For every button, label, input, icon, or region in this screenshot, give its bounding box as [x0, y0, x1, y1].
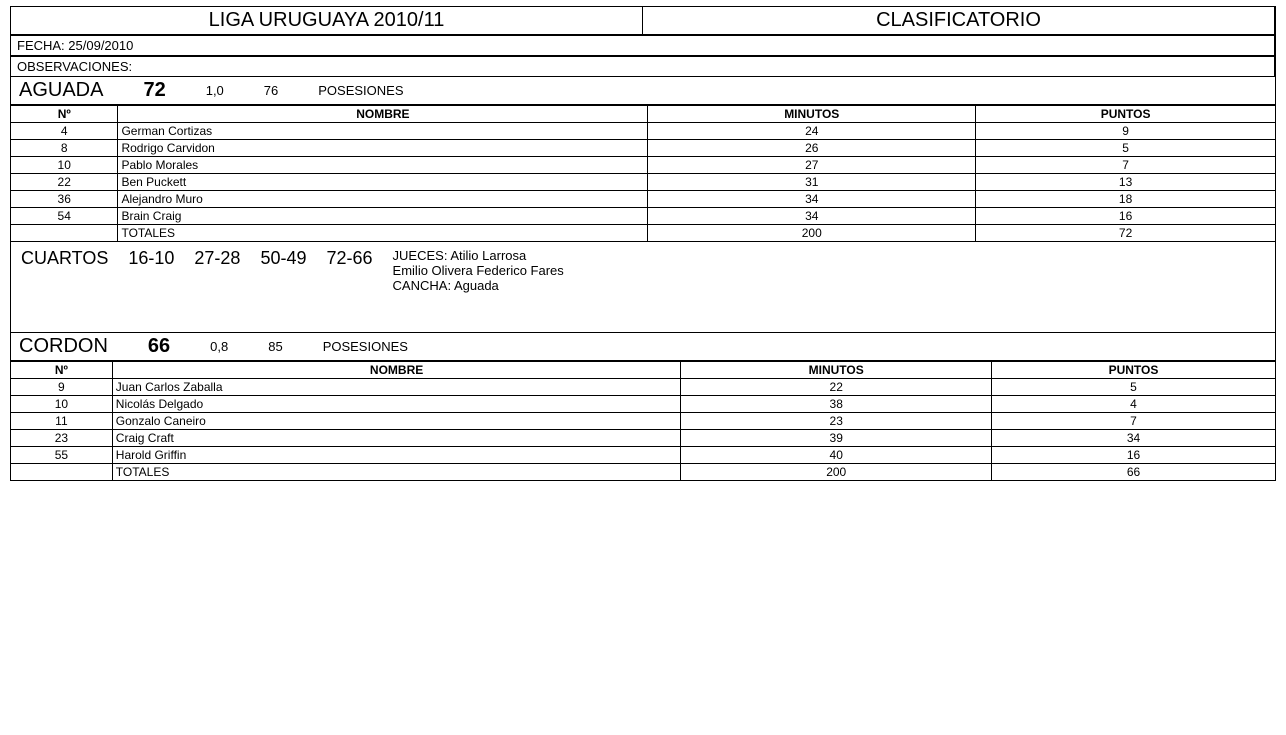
home-ratio: 1,0 — [205, 83, 224, 98]
cell: 10 — [11, 157, 118, 174]
table-row — [11, 208, 1276, 225]
cell: 4 — [11, 123, 118, 140]
cell: 16 — [976, 208, 1276, 225]
away-ratio: 0,8 — [210, 339, 229, 354]
table-row — [11, 157, 1276, 174]
judge-3: Federico Fares — [476, 263, 564, 278]
cell: 9 — [11, 379, 113, 396]
table-row — [11, 396, 1276, 413]
table-row — [11, 430, 1276, 447]
away-poss: 85 — [268, 339, 283, 354]
cell: 34 — [648, 208, 976, 225]
q4: 72-66 — [326, 248, 373, 268]
q3: 50-49 — [260, 248, 307, 268]
cell: Gonzalo Caneiro — [112, 413, 681, 430]
cell: 54 — [11, 208, 118, 225]
away-tot-min: 200 — [681, 464, 992, 481]
home-points: 72 — [143, 79, 166, 101]
away-tot-pts: 66 — [992, 464, 1276, 481]
cell: 38 — [681, 396, 992, 413]
cell: 24 — [648, 123, 976, 140]
home-poss: 76 — [263, 83, 279, 98]
observations: OBSERVACIONES: — [11, 57, 1275, 76]
cell: 10 — [11, 396, 113, 413]
cell: Alejandro Muro — [118, 191, 648, 208]
home-tot-pts: 72 — [976, 225, 1276, 242]
away-totals-label: TOTALES — [112, 464, 681, 481]
cell: 23 — [681, 413, 992, 430]
table-row — [11, 413, 1276, 430]
cell: Craig Craft — [112, 430, 681, 447]
cell: Pablo Morales — [118, 157, 648, 174]
cancha-label: CANCHA: — [392, 278, 452, 293]
col-pts: PUNTOS — [976, 106, 1276, 123]
cell: 34 — [648, 191, 976, 208]
cell: 40 — [681, 447, 992, 464]
col-min: MINUTOS — [681, 362, 992, 379]
header-bar — [10, 6, 1276, 35]
home-tot-min: 200 — [648, 225, 976, 242]
col-min: MINUTOS — [648, 106, 976, 123]
cell: 34 — [992, 430, 1276, 447]
cell: Rodrigo Carvidon — [118, 140, 648, 157]
cell: 18 — [976, 191, 1276, 208]
table-row — [11, 191, 1276, 208]
away-points: 66 — [147, 335, 171, 357]
away-table — [10, 361, 1276, 481]
cell: 26 — [648, 140, 976, 157]
cell: 27 — [648, 157, 976, 174]
cell: 22 — [681, 379, 992, 396]
q2: 27-28 — [194, 248, 241, 268]
col-no: Nº — [11, 362, 113, 379]
cell: 7 — [992, 413, 1276, 430]
home-name: AGUADA — [19, 79, 104, 101]
cell: Nicolás Delgado — [112, 396, 681, 413]
cell: 16 — [992, 447, 1276, 464]
cell: Brain Craig — [118, 208, 648, 225]
away-poss-label: POSESIONES — [322, 339, 408, 354]
judge-1: Atilio Larrosa — [450, 248, 527, 263]
cell: 9 — [976, 123, 1276, 140]
cell: 5 — [992, 379, 1276, 396]
cell: Ben Puckett — [118, 174, 648, 191]
home-table — [10, 105, 1276, 242]
table-row — [11, 123, 1276, 140]
cell: 4 — [992, 396, 1276, 413]
cell: German Cortizas — [118, 123, 648, 140]
league-title: LIGA URUGUAYA 2010/11 — [11, 7, 643, 34]
home-team-row — [10, 77, 1276, 105]
cell: 23 — [11, 430, 113, 447]
date: FECHA: 25/09/2010 — [11, 36, 1275, 55]
cell: 8 — [11, 140, 118, 157]
venue: Aguada — [453, 278, 499, 293]
officials — [383, 242, 574, 332]
col-no: Nº — [11, 106, 118, 123]
cell: 39 — [681, 430, 992, 447]
cell: 36 — [11, 191, 118, 208]
table-row — [11, 174, 1276, 191]
q1: 16-10 — [128, 248, 175, 268]
cell: 13 — [976, 174, 1276, 191]
judge-2: Emilio Olivera — [392, 263, 473, 278]
quarters-label: CUARTOS — [21, 248, 109, 268]
away-name: CORDON — [19, 335, 108, 357]
table-row — [11, 140, 1276, 157]
cell: 5 — [976, 140, 1276, 157]
table-row — [11, 447, 1276, 464]
home-totals-label: TOTALES — [118, 225, 648, 242]
col-name: NOMBRE — [112, 362, 681, 379]
col-pts: PUNTOS — [992, 362, 1276, 379]
cell: Harold Griffin — [112, 447, 681, 464]
jueces-label: JUECES: — [392, 248, 448, 263]
cell: 22 — [11, 174, 118, 191]
date-row — [10, 35, 1276, 56]
obs-row — [10, 56, 1276, 77]
cell: 7 — [976, 157, 1276, 174]
cell: Juan Carlos Zaballa — [112, 379, 681, 396]
cell: 55 — [11, 447, 113, 464]
table-row — [11, 379, 1276, 396]
away-team-row — [10, 333, 1276, 361]
stage-title: CLASIFICATORIO — [643, 7, 1275, 34]
cell: 31 — [648, 174, 976, 191]
quarters-section — [10, 242, 1276, 333]
cell: 11 — [11, 413, 113, 430]
col-name: NOMBRE — [118, 106, 648, 123]
home-poss-label: POSESIONES — [318, 83, 404, 98]
